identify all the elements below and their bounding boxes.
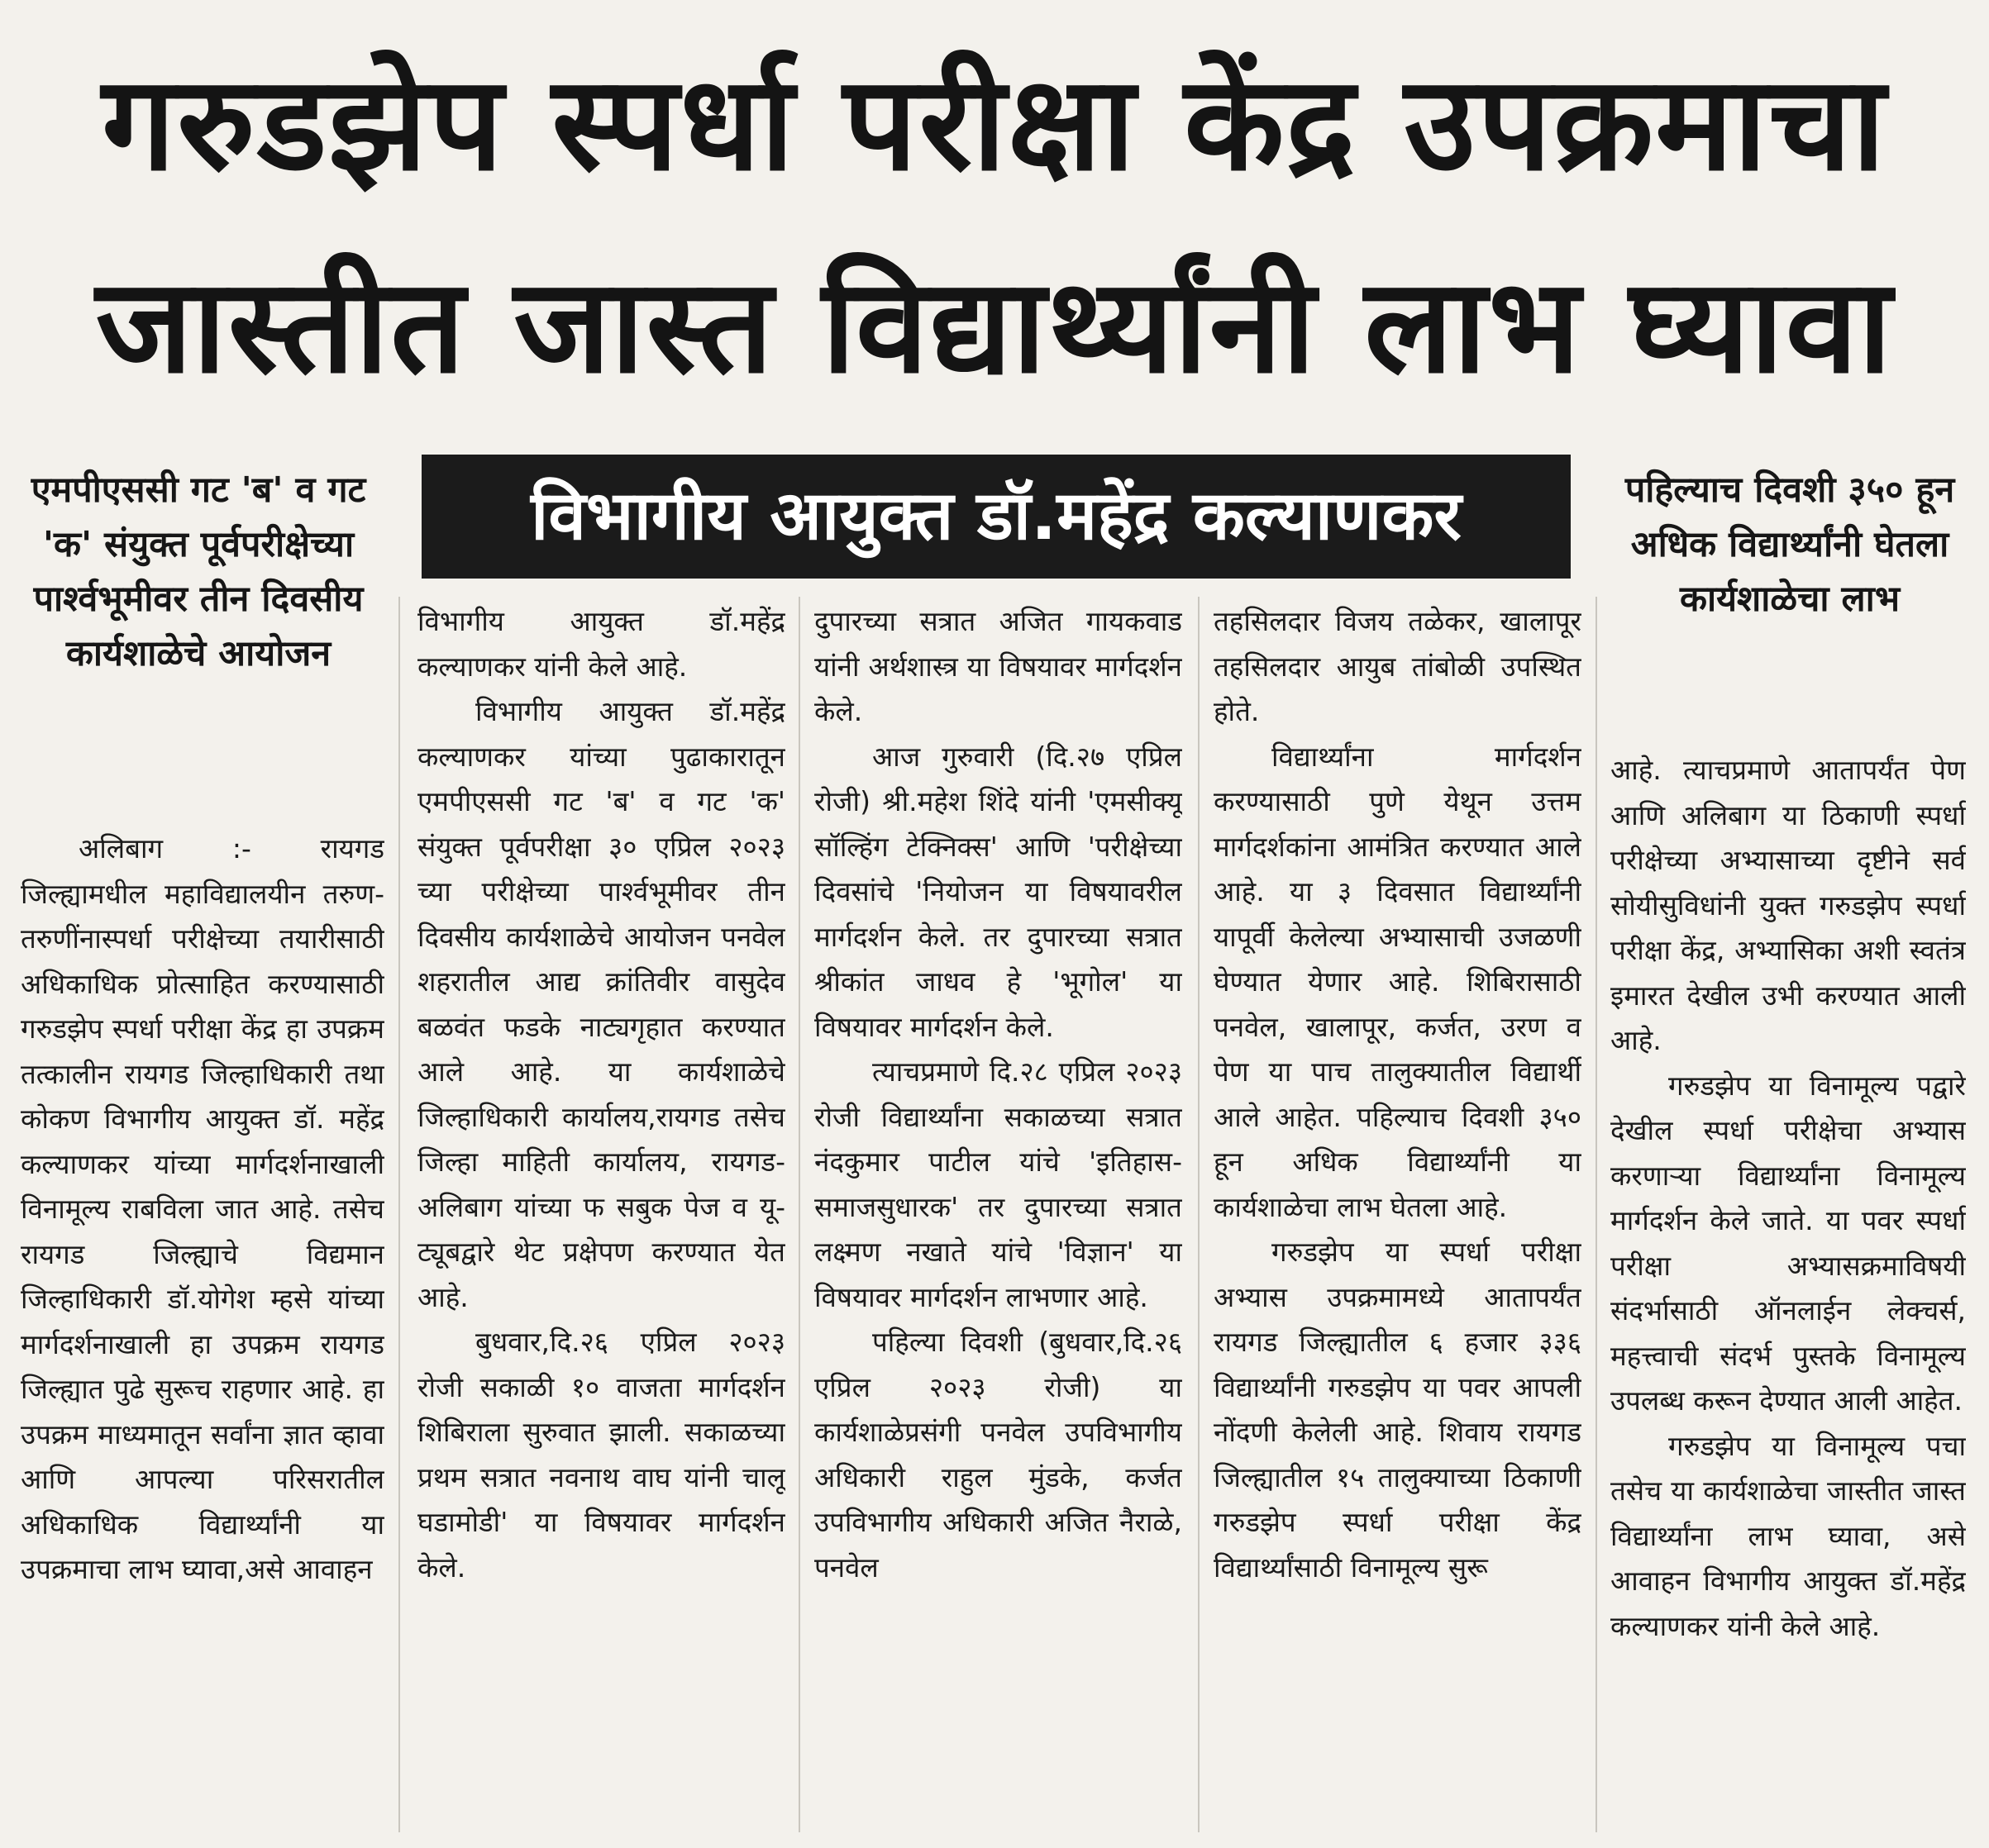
paragraph: तहसिलदार विजय तळेकर, खालापूर तहसिलदार आयुब तांबोळी उपस्थित होते.: [1214, 605, 1581, 727]
paragraph: आज गुरुवारी (दि.२७ एप्रिल रोजी) श्री.महेश शिंदे यांनी 'एमसीक्यू सॉल्हिंग टेक्निक्स' आणि 'परीक्षेच्या दिवसांचे 'नियोजन या विषयावरील मार्गदर्शन केले. तर दुपारच्या सत्रात श्रीकांत जाधव हे 'भूगोल' या विषयावर मार्गदर्शन केले.: [814, 740, 1182, 1043]
article-column-4: [1214, 599, 1581, 1831]
article-column-1: [21, 826, 384, 1831]
paragraph: दुपारच्या सत्रात अजित गायकवाड यांनी अर्थशास्त्र या विषयावर मार्गदर्शन केले.: [814, 605, 1182, 727]
paragraph: गरुडझेप या विनामूल्य पद्वारे देखील स्पर्धा परीक्षेचा अभ्यास करणाऱ्या विद्यार्थ्यांना विनामूल्य मार्गदर्शन केले जाते. या पवर स्पर्धा परीक्षा अभ्यासक्रमाविषयी संदर्भासाठी ऑनलाईन लेक्चर्स, महत्त्वाची संदर्भ पुस्तके विनामूल्य उपलब्ध करून देण्यात आली आहेत.: [1610, 1069, 1966, 1417]
paragraph: विद्यार्थ्यांना मार्गदर्शन करण्यासाठी पुणे येथून उत्तम मार्गदर्शकांना आमंत्रित करण्यात आले आहे. या ३ दिवसात विद्यार्थ्यांनी यापूर्वी केलेल्या अभ्यासाची उजळणी घेण्यात येणार आहे. शिबिरासाठी पनवेल, खालापूर, कर्जत, उरण व पेण या पाच तालुक्यातील विद्यार्थी आले आहेत. पहिल्याच दिवशी ३५० हून अधिक विद्यार्थ्यांनी या कार्यशाळेचा लाभ घेतला आहे.: [1214, 740, 1581, 1223]
subheadline-left: एमपीएससी गट 'ब' व गट 'क' संयुक्त पूर्वपरीक्षेच्या पार्श्वभूमीवर तीन दिवसीय कार्यशाळेचे आयोजन: [31, 469, 366, 674]
column-divider: [799, 597, 800, 1832]
banner-subtitle: विभागीय आयुक्त डॉ.महेंद्र कल्याणकर: [422, 455, 1571, 579]
column-divider: [1198, 597, 1200, 1832]
headline-line-2: जास्तीत जास्त विद्यार्थ्यांनी लाभ घ्यावा: [95, 250, 1894, 402]
subheadline-right: पहिल्याच दिवशी ३५० हून अधिक विद्यार्थ्यांनी घेतला कार्यशाळेचा लाभ: [1624, 469, 1955, 620]
paragraph: गरुडझेप या विनामूल्य पचा तसेच या कार्यशाळेचा जास्तीत जास्त विद्यार्थ्यांना लाभ घ्यावा, असे आवाहन विभागीय आयुक्त डॉ.महेंद्र कल्याणकर यांनी केले आहे.: [1610, 1429, 1966, 1642]
paragraph: त्याचप्रमाणे दि.२८ एप्रिल २०२३ रोजी विद्यार्थ्यांना सकाळच्या सत्रात नंदकुमार पाटील यांचे 'इतिहास- समाजसुधारक' तर दुपारच्या सत्रात लक्ष्मण नखाते यांचे 'विज्ञान' या विषयावर मार्गदर्शन लाभणार आहे.: [814, 1055, 1182, 1313]
article-column-3: [814, 599, 1182, 1831]
article-column-5: [1610, 748, 1966, 1831]
paragraph: विभागीय आयुक्त डॉ.महेंद्र कल्याणकर यांनी केले आहे.: [417, 605, 785, 683]
column-divider: [1595, 597, 1597, 1832]
article-column-2: [417, 599, 785, 1831]
paragraph: पहिल्या दिवशी (बुधवार,दि.२६ एप्रिल २०२३ रोजी) या कार्यशाळेप्रसंगी पनवेल उपविभागीय अधिकारी राहुल मुंडके, कर्जत उपविभागीय अधिकारी अजित नैराळे, पनवेल: [814, 1326, 1182, 1584]
paragraph: विभागीय आयुक्त डॉ.महेंद्र कल्याणकर यांच्या पुढाकारातून एमपीएससी गट 'ब' व गट 'क' संयुक्त पूर्वपरीक्षा ३० एप्रिल २०२३ च्या परीक्षेच्या पार्श्वभूमीवर तीन दिवसीय कार्यशाळेचे आयोजन पनवेल शहरातील आद्य क्रांतिवीर वासुदेव बळवंत फडके नाट्यगृहात करण्यात आले आहे. या कार्यशाळेचे जिल्हाधिकारी कार्यालय,रायगड तसेच जिल्हा माहिती कार्यालय, रायगड-अलिबाग यांच्या फ सबुक पेज व यू-ट्यूबद्वारे थेट प्रक्षेपण करण्यात येत आहे.: [417, 695, 785, 1313]
paragraph: बुधवार,दि.२६ एप्रिल २०२३ रोजी सकाळी १० वाजता मार्गदर्शन शिबिराला सुरुवात झाली. सकाळच्या प्रथम सत्रात नवनाथ वाघ यांनी चालू घडामोडी' या विषयावर मार्गदर्शन केले.: [417, 1326, 785, 1584]
paragraph: गरुडझेप या स्पर्धा परीक्षा अभ्यास उपक्रमामध्ये आतापर्यंत रायगड जिल्ह्यातील ६ हजार ३३६ विद्यार्थ्यांनी गरुडझेप या पवर आपली नोंदणी केलेली आहे. शिवाय रायगड जिल्ह्यातील १५ तालुक्याच्या ठिकाणी गरुडझेप स्पर्धा परीक्षा केंद्र विद्यार्थ्यांसाठी विनामूल्य सुरू: [1214, 1236, 1581, 1584]
paragraph: अलिबाग :- रायगड जिल्ह्यामधील महाविद्यालयीन तरुण-तरुणींनास्पर्धा परीक्षेच्या तयारीसाठी अधिकाधिक प्रोत्साहित करण्यासाठी गरुडझेप स्पर्धा परीक्षा केंद्र हा उपक्रम तत्कालीन रायगड जिल्हाधिकारी तथा कोकण विभागीय आयुक्त डॉ. महेंद्र कल्याणकर यांच्या मार्गदर्शनाखाली विनामूल्य राबविला जात आहे. तसेच रायगड जिल्ह्याचे विद्यमान जिल्हाधिकारी डॉ.योगेश म्हसे यांच्या मार्गदर्शनाखाली हा उपक्रम रायगड जिल्ह्यात पुढे सुरूच राहणार आहे. हा उपक्रम माध्यमातून सर्वांना ज्ञात व्हावा आणि आपल्या परिसरातील अधिकाधिक विद्यार्थ्यांनी या उपक्रमाचा लाभ घ्यावा,असे आवाहन: [21, 832, 384, 1585]
headline-line-1: गरुडझेप स्पर्धा परीक्षा केंद्र उपक्रमाचा: [102, 48, 1887, 200]
column-divider: [398, 597, 400, 1832]
paragraph: आहे. त्याचप्रमाणे आतापर्यंत पेण आणि अलिबाग या ठिकाणी स्पर्धा परीक्षेच्या अभ्यासाच्या दृष्टीने सर्व सोयीसुविधांनी युक्त गरुडझेप स्पर्धा परीक्षा केंद्र, अभ्यासिका अशी स्वतंत्र इमारत देखील उभी करण्यात आली आहे.: [1610, 754, 1966, 1056]
